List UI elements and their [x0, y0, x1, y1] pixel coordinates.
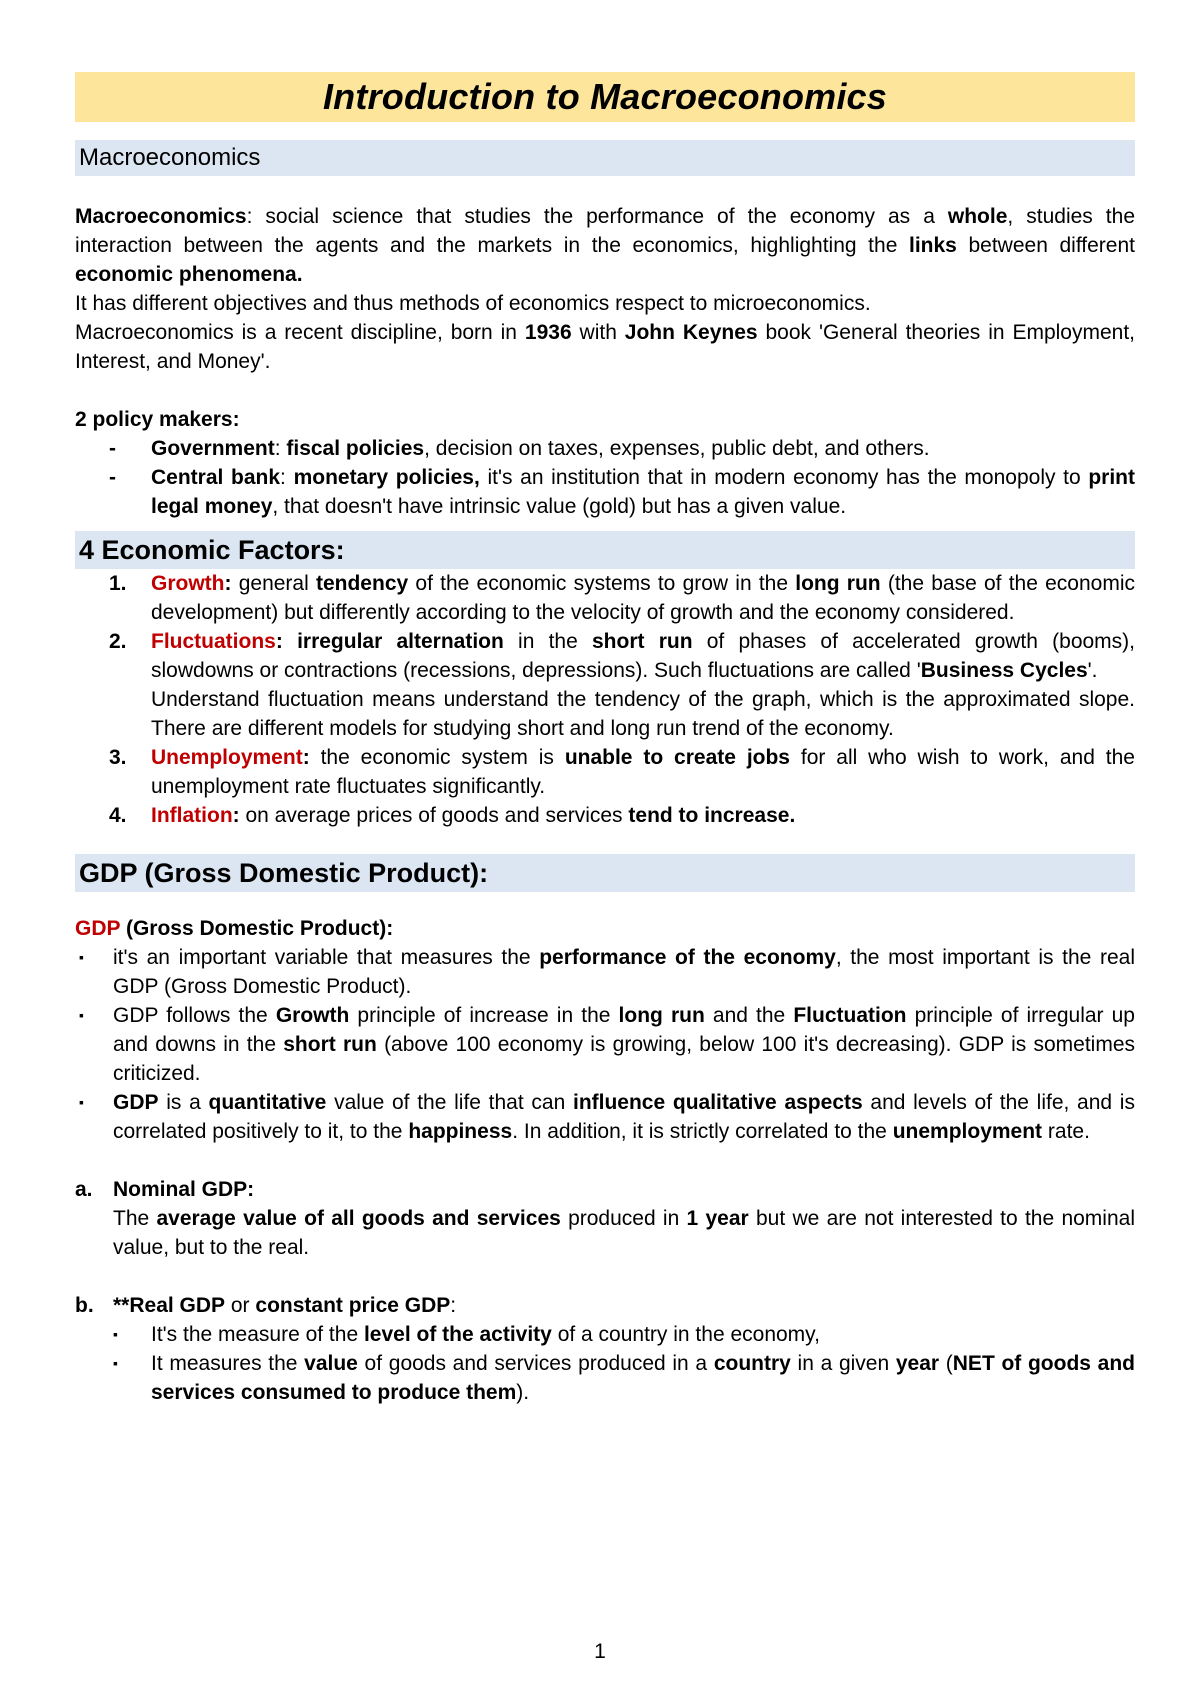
- section-heading-gdp: GDP (Gross Domestic Product):: [75, 854, 1135, 892]
- gdp-lead: GDP (Gross Domestic Product):: [75, 917, 394, 940]
- macro-objectives-line: It has different objectives and thus methods of economics respect to microeconomics.: [75, 292, 871, 315]
- macro-history: Macroeconomics is a recent discipline, born in 1936 with John Keynes book 'General theories in Employment, Interest, and Money'.: [75, 321, 1136, 373]
- policy-makers-heading: 2 policy makers:: [75, 408, 240, 431]
- real-gdp-heading: b. **Real GDP or constant price GDP:: [75, 1294, 457, 1317]
- document-title: Introduction to Macroeconomics: [322, 76, 888, 117]
- section-heading-macroeconomics: Macroeconomics: [75, 140, 1135, 176]
- nominal-gdp-text: The average value of all goods and services produced in 1 year but we are not interested to the nominal value, but to the real.: [113, 1207, 1135, 1259]
- gdp-bullet-performance: ▪ it's an important variable that measures the performance of the economy, the most important is the real GDP (Gross Domestic Product).: [79, 946, 1135, 998]
- gdp-bullet-quantitative: ▪ GDP is a quantitative value of the life that can influence qualitative aspects and levels of the life, and is correlated positively to it, to the happiness. In addition, it is strictly correlated to the unemployment rate.: [79, 1091, 1135, 1143]
- title-banner: [75, 72, 1135, 122]
- macro-definition: Macroeconomics: social science that studies the performance of the economy as a whole, studies the interaction between the agents and the markets in the economics, highlighting the links between different economic phenomena.: [75, 205, 1135, 286]
- page-number: 1: [594, 1640, 606, 1663]
- real-gdp-bullet-value: ▪ It measures the value of goods and services produced in a country in a given year (NET of goods and services consumed to produce them).: [113, 1352, 1135, 1404]
- factor-fluctuations-note: Understand fluctuation means understand the tendency of the graph, which is the approximated slope. There are different models for studying short and long run trend of the economy.: [151, 688, 1135, 740]
- policy-maker-central-bank: - Central bank: monetary policies, it's an institution that in modern economy has the monopoly to print legal money, that doesn't have intrinsic value (gold) but has a given value.: [109, 466, 1135, 518]
- policy-maker-government: - Government: fiscal policies, decision on taxes, expenses, public debt, and others.: [109, 437, 930, 460]
- nominal-gdp-heading: a. Nominal GDP:: [75, 1178, 255, 1201]
- real-gdp-bullet-level: ▪ It's the measure of the level of the activity of a country in the economy,: [113, 1323, 820, 1346]
- factor-growth: 1. Growth: general tendency of the economic systems to grow in the long run (the base of the economic development) but differently according to the velocity of growth and the economy considered.: [109, 572, 1135, 624]
- document-page: [75, 72, 1135, 1407]
- gdp-bullet-growth: ▪ GDP follows the Growth principle of increase in the long run and the Fluctuation principle of irregular up and downs in the short run (above 100 economy is growing, below 100 it's decreasing). GDP is sometimes criticized.: [79, 1004, 1135, 1085]
- factor-unemployment: 3. Unemployment: the economic system is unable to create jobs for all who wish to work, and the unemployment rate fluctuates significantly.: [109, 746, 1135, 798]
- factor-fluctuations: 2. Fluctuations: irregular alternation in the short run of phases of accelerated growth (booms), slowdowns or contractions (recessions, depressions). Such fluctuations are called 'Business Cycles'.: [109, 630, 1135, 682]
- section-heading-economic-factors: 4 Economic Factors:: [75, 531, 1135, 569]
- factor-inflation: 4. Inflation: on average prices of goods and services tend to increase.: [109, 804, 796, 827]
